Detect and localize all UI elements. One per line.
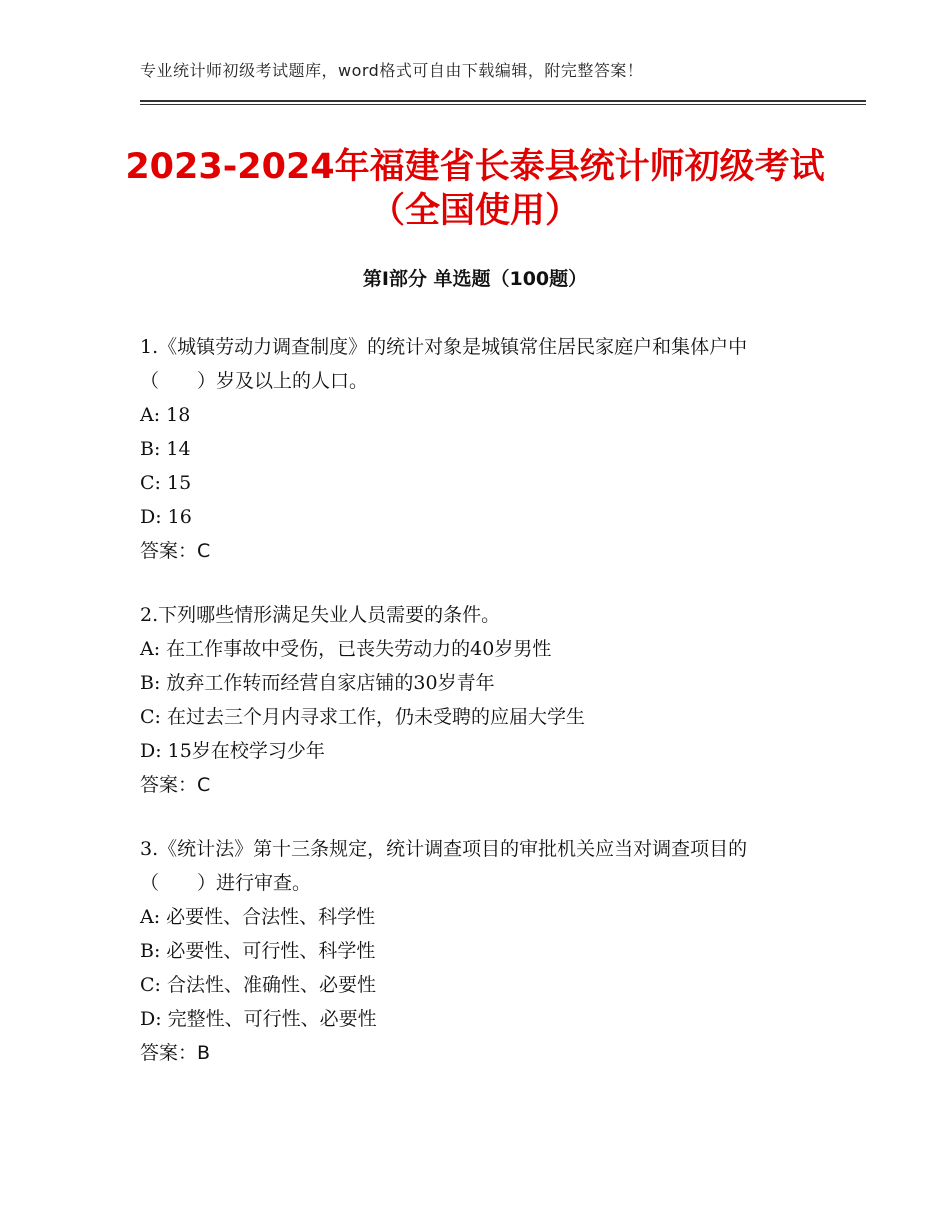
question-1 bbox=[140, 330, 800, 568]
question-3 bbox=[140, 832, 800, 1070]
answer: 答案：C bbox=[140, 540, 211, 562]
title-line-1: 2023-2024年福建省长泰县统计师初级考试 bbox=[125, 147, 825, 187]
option-a: A: 18 bbox=[140, 404, 191, 426]
title-line-2: （全国使用） bbox=[369, 191, 580, 231]
question-text: 1.《城镇劳动力调查制度》的统计对象是城镇常住居民家庭户和集体户中（ ）岁及以上的人口。 bbox=[140, 336, 748, 392]
question-list bbox=[140, 330, 800, 1100]
header-rule-thin bbox=[140, 104, 866, 105]
option-c: C: 在过去三个月内寻求工作，仍未受聘的应届大学生 bbox=[140, 706, 585, 728]
option-a: A: 必要性、合法性、科学性 bbox=[140, 906, 376, 928]
question-text: 2.下列哪些情形满足失业人员需要的条件。 bbox=[140, 604, 501, 626]
page-title bbox=[0, 145, 950, 233]
header-rule-thick bbox=[140, 100, 866, 102]
option-b: B: 放弃工作转而经营自家店铺的30岁青年 bbox=[140, 672, 495, 694]
section-title: 第Ⅰ部分 单选题（100题） bbox=[362, 268, 588, 290]
option-b: B: 必要性、可行性、科学性 bbox=[140, 940, 376, 962]
question-text: 3.《统计法》第十三条规定，统计调查项目的审批机关应当对调查项目的（ ）进行审查。 bbox=[140, 838, 748, 894]
answer: 答案：C bbox=[140, 774, 211, 796]
option-c: C: 15 bbox=[140, 472, 192, 494]
question-2 bbox=[140, 598, 800, 802]
option-d: D: 16 bbox=[140, 506, 192, 528]
answer: 答案：B bbox=[140, 1042, 211, 1064]
header-note: 专业统计师初级考试题库，word格式可自由下载编辑，附完整答案！ bbox=[140, 61, 644, 80]
option-a: A: 在工作事故中受伤，已丧失劳动力的40岁男性 bbox=[140, 638, 552, 660]
option-b: B: 14 bbox=[140, 438, 191, 460]
option-d: D: 完整性、可行性、必要性 bbox=[140, 1008, 377, 1030]
option-d: D: 15岁在校学习少年 bbox=[140, 740, 325, 762]
option-c: C: 合法性、准确性、必要性 bbox=[140, 974, 376, 996]
